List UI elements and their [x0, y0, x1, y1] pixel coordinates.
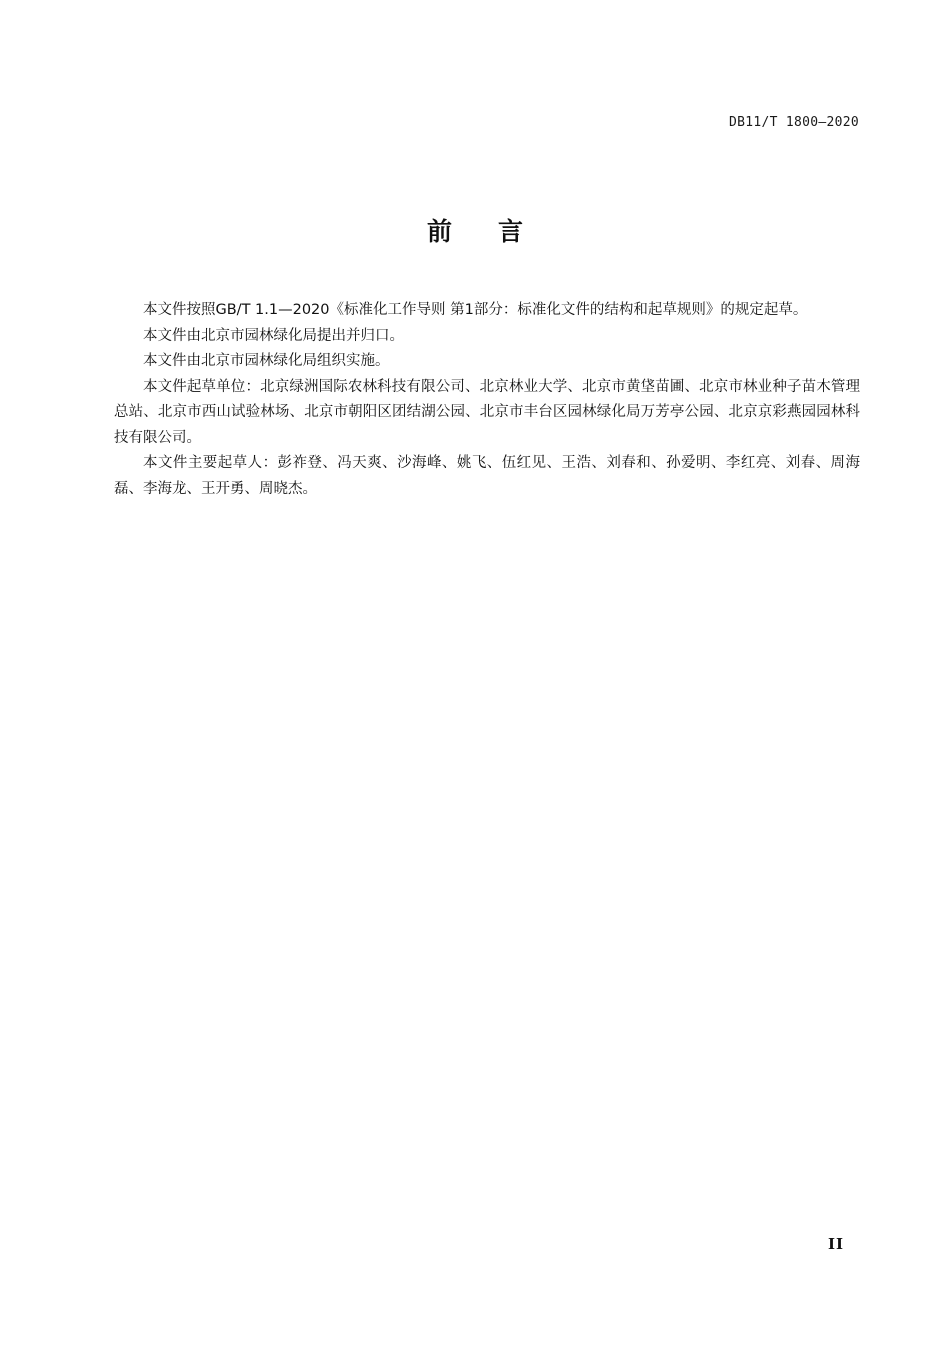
paragraph-drafting-units: 本文件起草单位：北京绿洲国际农林科技有限公司、北京林业大学、北京市黄垡苗圃、北京市林业种子苗木管理总站、北京市西山试验林场、北京市朝阳区团结湖公园、北京市丰台区园林绿化局万芳亭公园、北京京彩燕园园林科技有限公司。: [114, 378, 860, 446]
paragraph-drafting-basis: 本文件按照GB/T 1.1—2020《标准化工作导则 第1部分：标准化文件的结构和起草规则》的规定起草。: [143, 302, 808, 318]
page-number: II: [827, 1235, 844, 1253]
paragraph-drafters: 本文件主要起草人：彭祚登、冯天爽、沙海峰、姚飞、伍红见、王浩、刘春和、孙爱明、李红亮、刘春、周海磊、李海龙、王开勇、周晓杰。: [114, 455, 860, 497]
standard-code: DB11/T 1800—2020: [728, 115, 859, 130]
foreword-body: [114, 298, 860, 502]
paragraph-implemented-by: 本文件由北京市园林绿化局组织实施。: [143, 353, 390, 369]
page-title: 前言: [426, 217, 569, 246]
paragraph-proposed-by: 本文件由北京市园林绿化局提出并归口。: [143, 327, 404, 344]
